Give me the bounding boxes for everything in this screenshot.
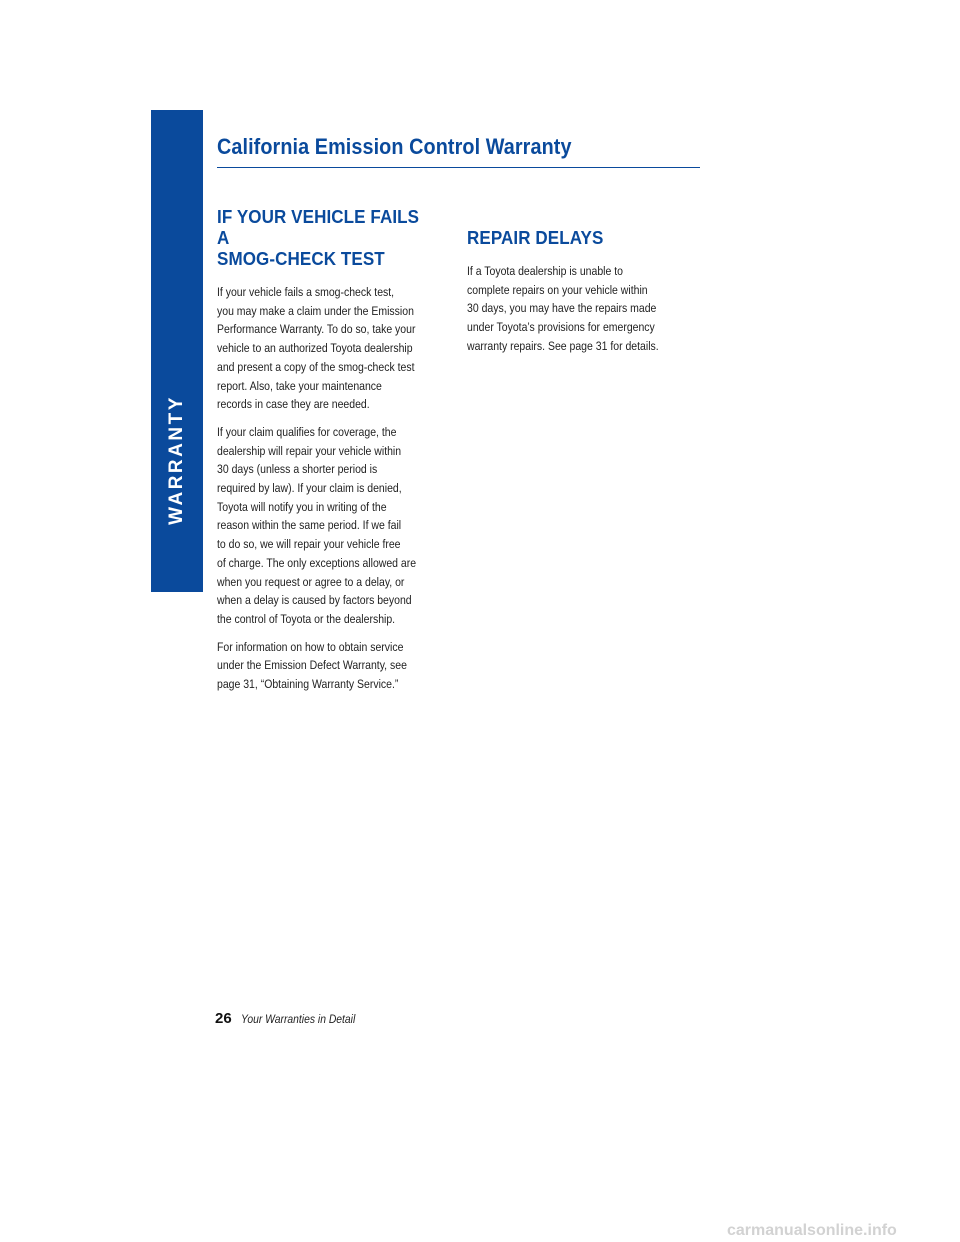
title-divider xyxy=(217,167,700,168)
side-tab-label-wrapper xyxy=(151,110,203,592)
page-title: California Emission Control Warranty xyxy=(217,134,572,159)
watermark: carmanualsonline.info xyxy=(727,1222,897,1239)
left-column xyxy=(217,206,452,703)
right-column xyxy=(467,227,702,365)
paragraph: For information on how to obtain service under the Emission Defect Warranty, see page 31, “Obtaining Warranty Service.” xyxy=(217,639,407,692)
page-number: 26 xyxy=(215,1010,232,1027)
paragraph: If a Toyota dealership is unable to complete repairs on your vehicle within 30 days, you may have the repairs made under Toyota’s provisions for emergency warranty repairs. See page 31 for details. xyxy=(467,264,659,353)
paragraph: If your claim qualifies for coverage, the dealership will repair your vehicle within 30 days (unless a shorter period is required by law). If your claim is denied, Toyota will notify you in writing of the reason within the same period. If we fail to do so, we will repair your vehicle free of charge. The only exceptions allowed are when you request or agree to a delay, or when a delay is caused by factors beyond the control of Toyota or the dealership. xyxy=(217,424,417,626)
page-footer xyxy=(215,1010,368,1027)
paragraph: If your vehicle fails a smog-check test, you may make a claim under the Emission Performance Warranty. To do so, take your vehicle to an authorized Toyota dealership and present a copy of the smog-check test report. Also, take your maintenance records in case they are needed. xyxy=(217,285,416,412)
section-heading-repair-delays: REPAIR DELAYS xyxy=(467,227,604,248)
section-heading-smog-check: IF YOUR VEHICLE FAILS A SMOG-CHECK TEST xyxy=(217,206,420,269)
side-tab xyxy=(151,110,203,592)
footer-label: Your Warranties in Detail xyxy=(240,1014,355,1026)
side-tab-label: WARRANTY xyxy=(166,395,187,525)
